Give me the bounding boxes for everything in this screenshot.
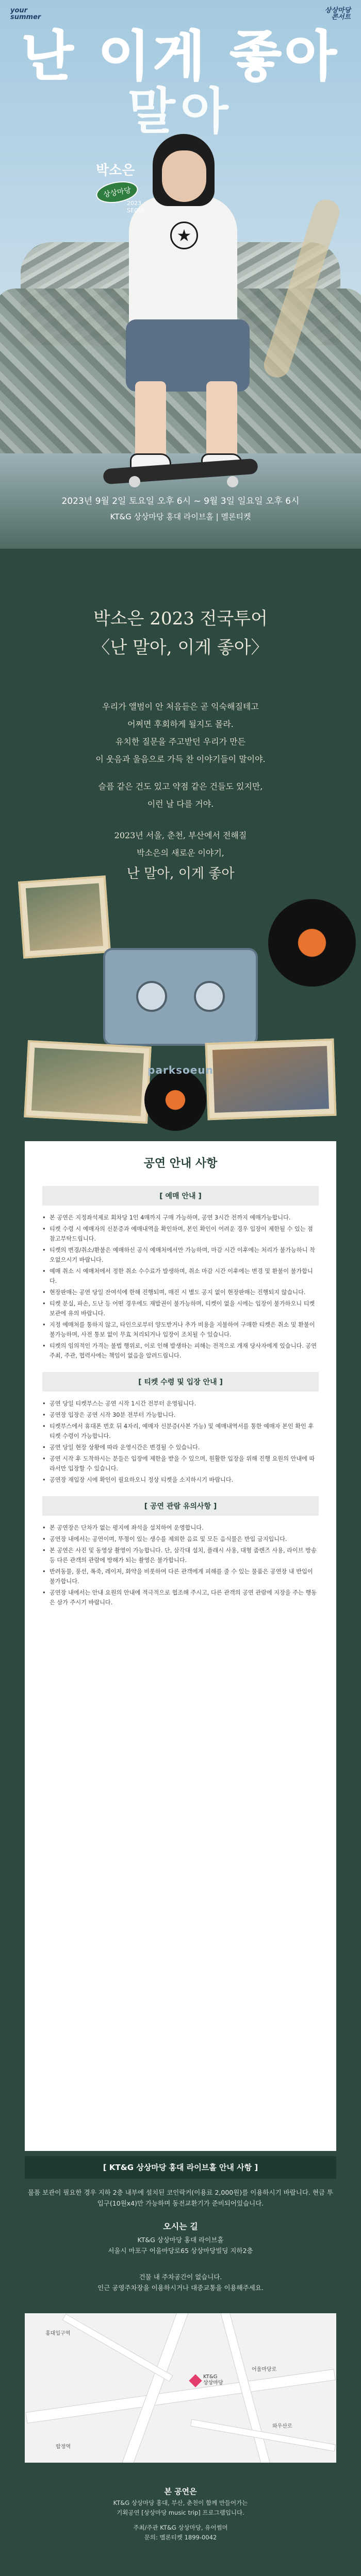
- notice-sections: [42, 1186, 319, 1607]
- notice-item: • 지정 예매처를 통하지 않고, 타인으로부터 양도받거나 추가 비용을 지불하여 구매한 티켓은 취소 및 환불이 불가능하며, 사전 통보 없이 무효 처리되거나 입장이 조치될 수 있습니다.: [42, 1320, 319, 1340]
- your-summer-logo: your summer: [10, 7, 41, 21]
- location-pin-icon[interactable]: [189, 2374, 202, 2387]
- notice-list: [42, 1399, 319, 1485]
- map-pin-label: KT&G 상상마당: [203, 2374, 223, 2386]
- artist-tag: [96, 160, 158, 202]
- artist-leg-left: [135, 381, 166, 459]
- notice-item: • 본 공연은 사진 및 동영상 촬영이 가능합니다. 단, 삼각대 설치, 플래시 사용, 대형 줌렌즈 사용, 라이브 방송 등 다른 관객의 관람에 방해가 되는 촬영은 불가합니다.: [42, 1546, 319, 1565]
- notice-section-title: [ 티켓 수령 및 입장 안내 ]: [42, 1372, 319, 1392]
- notice-item: • 공연장 입장은 공연 시작 30분 전부터 가능합니다.: [42, 1410, 319, 1420]
- artist-shirt: [129, 196, 237, 340]
- notice-section-title: [ 공연 관람 유의사항 ]: [42, 1496, 319, 1516]
- notice-item: • 티켓부스에서 휴대폰 번호 뒤 4자리, 예매자 신분증(사본 가능) 및 예매내역서를 통한 예매자 본인 확인 후 티켓 수령이 가능합니다.: [42, 1421, 319, 1441]
- cassette-reel-icon: [194, 981, 225, 1012]
- host-contact: 주최/주관 KT&G 상상마당, 유어썸머 문의: 멜론티켓 1899-0042: [133, 2524, 228, 2541]
- notice-item: • 현장판매는 공연 당일 잔여석에 한해 진행되며, 매진 시 별도 공지 없이 현장판매는 진행되지 않습니다.: [42, 1287, 319, 1297]
- skateboard-wheel-icon: [129, 476, 140, 487]
- story-paragraph: 우리가 앨범이 안 처음듣은 곧 익숙해질테고 어쩌면 후회하게 될지도 몰라. 유치한 질문을 주고받던 우리가 만든 이 웃음과 울음으로 가득 찬 이야기들이 말이야.: [95, 702, 266, 764]
- cassette-tape-icon: [103, 948, 258, 1046]
- notice-section-title: [ 예매 안내 ]: [42, 1186, 319, 1206]
- story-paragraph: 슬픔 같은 건도 있고 약점 같은 건들도 있지만, 이런 날 다를 거야.: [98, 782, 263, 809]
- story-section: [0, 549, 361, 1133]
- location-map[interactable]: [25, 2313, 336, 2463]
- venue-heading: [ KT&G 상상마당 홍대 라이브홀 안내 사항 ]: [25, 2156, 336, 2179]
- notice-item: • 반려동물, 풍선, 폭죽, 레이저, 화약을 비롯하여 다른 관객에게 피해를 줄 수 있는 물품은 공연장 내 반입이 불가합니다.: [42, 1567, 319, 1586]
- notice-heading: 공연 안내 사항: [143, 1157, 218, 1170]
- vinyl-record-icon: [144, 1069, 206, 1131]
- host-title: 본 공연은: [164, 2487, 197, 2496]
- notice-item: • 본 공연장은 단차가 없는 평지에 좌석을 설치하여 운영합니다.: [42, 1523, 319, 1533]
- skateboard-wheel-icon: [227, 476, 238, 487]
- host-description: KT&G 상상마당 홍대, 부산, 춘천이 함께 만들어가는 기획공연 [상상마당 music trip] 프로그램입니다.: [113, 2499, 248, 2516]
- map-label: 어울마당로: [252, 2367, 277, 2372]
- hero-poster: [0, 0, 361, 549]
- tour-title-line2: 〈난 말아, 이게 좋아〉: [92, 637, 269, 658]
- concert-venue: KT&G 상상마당 홍대 라이브홀 | 멜론티켓: [110, 512, 251, 521]
- notice-item: • 티켓 분실, 파손, 도난 등 어떤 경우에도 재발권이 불가능하며, 티켓이 없을 시에는 입장이 불가하오니 티켓 보관에 유의 바랍니다.: [42, 1299, 319, 1318]
- photo-card: [18, 875, 111, 958]
- notice-item: • 공연 당일 현장 상황에 따라 운영시간은 변경될 수 있습니다.: [42, 1443, 319, 1452]
- notice-item: • 공연 당일 티켓부스는 공연 시작 1시간 전부터 운영됩니다.: [42, 1399, 319, 1409]
- map-road: [119, 2313, 190, 2463]
- venue-address: KT&G 상상마당 홍대 라이브홀 서울시 마포구 어울마당로65 상상마당빌딩 지하2층: [108, 2236, 253, 2255]
- photo-card: [24, 1040, 152, 1124]
- artist-subtitle: 2023 SEOUL: [127, 200, 146, 214]
- artist-face: [162, 150, 206, 202]
- artist-leg-right: [206, 381, 237, 459]
- map-road: [25, 2369, 335, 2424]
- notice-card: [25, 1141, 336, 2151]
- cassette-label: parksoeun: [147, 1064, 214, 1076]
- notice-item: • 티켓 수령 시 예매자의 신분증과 예매내역을 확인하며, 본인 확인이 어려운 경우 입장이 제한될 수 있는 점 참고부탁드립니다.: [42, 1224, 319, 1244]
- photo-card: [205, 1039, 336, 1121]
- map-label: 홍대입구역: [45, 2331, 71, 2336]
- tour-title-line1: 박소은 2023 전국투어: [93, 608, 268, 629]
- sangsang-madang-logo: 상상마당 콘서트: [324, 7, 351, 21]
- story-paragraph-final: [62, 827, 299, 883]
- notice-list: [42, 1213, 319, 1361]
- directions-title: 오시는 길: [163, 2222, 198, 2231]
- parking-notice: 건물 내 주차공간이 없습니다. 인근 공영주차장을 이용하시거나 대중교통을 이용해주세요.: [97, 2273, 264, 2292]
- locker-notice: 물품 보관이 필요한 경우 지하 2층 내부에 설치된 코인락커(이용료 2,000원)를 이용하시기 바랍니다. 현금 투입구(10원x4)만 가능하며 동전교환기가 준비되어있습니다.: [27, 2189, 334, 2207]
- venue-section: [0, 2156, 361, 2576]
- artist-pants: [126, 319, 250, 392]
- story-lead: 2023년 서울, 춘천, 부산에서 전해질 박소은의 새로운 이야기,: [114, 831, 247, 858]
- map-label: 와우산로: [272, 2424, 292, 2429]
- hero-title: 난 이게 좋아: [21, 24, 340, 88]
- notice-item: • 예매 취소 시 예매처에서 정한 취소 수수료가 발생하며, 취소 마감 시간 이후에는 변경 및 환불이 불가합니다.: [42, 1266, 319, 1286]
- concert-date: 2023년 9월 2일 토요일 오후 6시 ~ 9월 3일 일요일 오후 6시: [61, 496, 300, 506]
- map-label: 합정역: [56, 2444, 71, 2450]
- notice-item: • 티켓의 임의적인 가격는 불법 행위로, 이로 인해 발생하는 피해는 전적으로 개재 당사자에게 있습니다. 공연 주최, 주관, 협력사에는 책임이 없음을 알려드립니다.: [42, 1341, 319, 1361]
- notice-item: • 공연장 재입장 시에 확인이 필요하오니 정상 티켓을 소지하시기 바랍니다.: [42, 1475, 319, 1485]
- artist-name: 박소은: [96, 163, 135, 178]
- story-tagline: 난 말아, 이게 좋아: [126, 866, 235, 882]
- notice-item: • 공연 시작 후 도착하시는 분들은 입장에 제한을 받을 수 있으며, 원활한 입장을 위해 진행 요원의 안내에 따라서만 입장할 수 있습니다.: [42, 1454, 319, 1473]
- notice-item: • 본 공연은 지정좌석제로 회차당 1인 4매까지 구매 가능하며, 공연 3시간 전까지 예매가능합니다.: [42, 1213, 319, 1223]
- notice-item: • 티켓의 변경/취소/환불은 예매하신 공식 예매처에서만 가능하며, 마감 시간 이후에는 처리가 불가능하니 착오없으시기 바랍니다.: [42, 1245, 319, 1265]
- map-road: [62, 2314, 173, 2382]
- star-emblem-icon: ★: [170, 222, 198, 249]
- sangsang-badge: 상상마당: [94, 178, 140, 206]
- vinyl-record-icon: [268, 899, 356, 987]
- notice-item: • 공연장 내에서는 공연이며, 뚜껑이 있는 생수를 제외한 음료 및 모든 음식물은 반입 금지입니다.: [42, 1534, 319, 1544]
- tour-title: [0, 604, 361, 662]
- notice-item: • 공연장 내에서는 안내 요원의 안내에 적극적으로 협조해 주시고, 다른 관객의 공연 관람에 지장을 주는 행동은 삼가 주시기 바랍니다.: [42, 1588, 319, 1607]
- hero-title-sub: 말아: [127, 82, 234, 140]
- notice-list: [42, 1523, 319, 1607]
- cassette-reel-icon: [136, 981, 167, 1012]
